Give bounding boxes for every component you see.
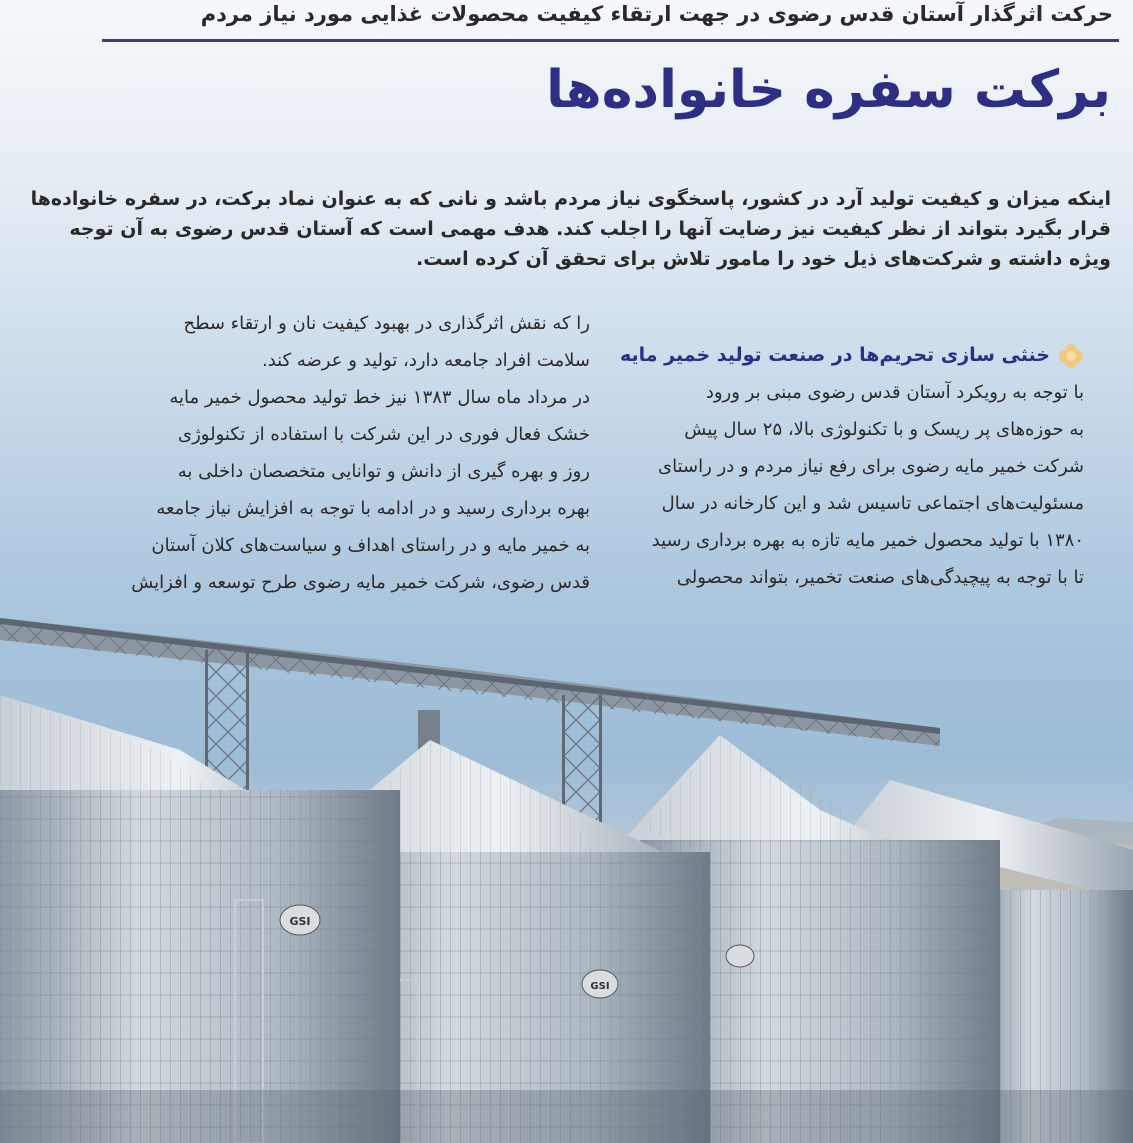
left-column <box>100 305 590 601</box>
right-column <box>608 337 1084 596</box>
flower-bullet-icon <box>1058 343 1084 369</box>
body-line: را که نقش اثرگذاری در بهبود کیفیت نان و ارتقاء سطح <box>183 313 590 334</box>
lead-line: اینکه میزان و کیفیت تولید آرد در کشور، پاسخگوی نیاز مردم باشد و نانی که به عنوان نماد برکت، در سفره خانواده‌ها <box>30 188 1111 210</box>
body-line: ۱۳۸۰ با تولید محصول خمیر مایه تازه به بهره برداری رسید <box>651 530 1084 551</box>
body-line: با توجه به رویکرد آستان قدس رضوی مبنی بر ورود <box>705 382 1084 403</box>
lead-line: ویژه داشته و شرکت‌های ذیل خود را مامور تلاش برای تحقق آن کرده است. <box>416 248 1111 270</box>
body-line: قدس رضوی، شرکت خمیر مایه رضوی طرح توسعه و افزایش <box>131 572 590 593</box>
kicker-line: حرکت اثرگذار آستان قدس رضوی در جهت ارتقاء کیفیت محصولات غذایی مورد نیاز مردم <box>200 2 1113 26</box>
body-line: سلامت افراد جامعه دارد، تولید و عرضه کند. <box>261 350 590 371</box>
body-line: روز و بهره گیری از دانش و توانایی متخصصان داخلی به <box>177 461 590 482</box>
body-line: مسئولیت‌های اجتماعی تاسیس شد و این کارخانه در سال <box>661 493 1084 514</box>
body-line: در مرداد ماه سال ۱۳۸۳ نیز خط تولید محصول خمیر مایه <box>169 387 590 408</box>
gsi-logo-text: GSI <box>289 915 311 928</box>
lead-paragraph <box>30 184 1111 274</box>
body-line: به خمیر مایه و در راستای اهداف و سیاست‌های کلان آستان <box>151 535 590 556</box>
section-subheading <box>608 337 1084 374</box>
silo <box>0 695 400 1143</box>
body-line: بهره برداری رسید و در ادامه با توجه به افزایش نیاز جامعه <box>156 498 590 519</box>
body-line: به حوزه‌های پر ریسک و با تکنولوژی بالا، ۲۵ سال پیش <box>684 419 1084 440</box>
body-line: خشک فعال فوری در این شرکت با استفاده از تکنولوژی <box>178 424 590 445</box>
header-divider <box>102 39 1119 42</box>
page-title: برکت سفره خانواده‌ها <box>546 60 1111 120</box>
silo-photo <box>0 600 1133 1143</box>
lead-line: قرار بگیرد بتواند از نظر کیفیت نیز رضایت آنها را اجلب کند. هدف مهمی است که آستان قدس رضوی به آن توجه <box>69 218 1111 240</box>
body-line: تا با توجه به پیچیدگی‌های صنعت تخمیر، بتواند محصولی <box>676 567 1084 588</box>
subheading-text: خنثی سازی تحریم‌ها در صنعت تولید خمیر مایه <box>619 344 1050 366</box>
body-line: شرکت خمیر مایه رضوی برای رفع نیاز مردم و در راستای <box>658 456 1084 477</box>
gsi-logo-text: GSI <box>590 981 610 992</box>
